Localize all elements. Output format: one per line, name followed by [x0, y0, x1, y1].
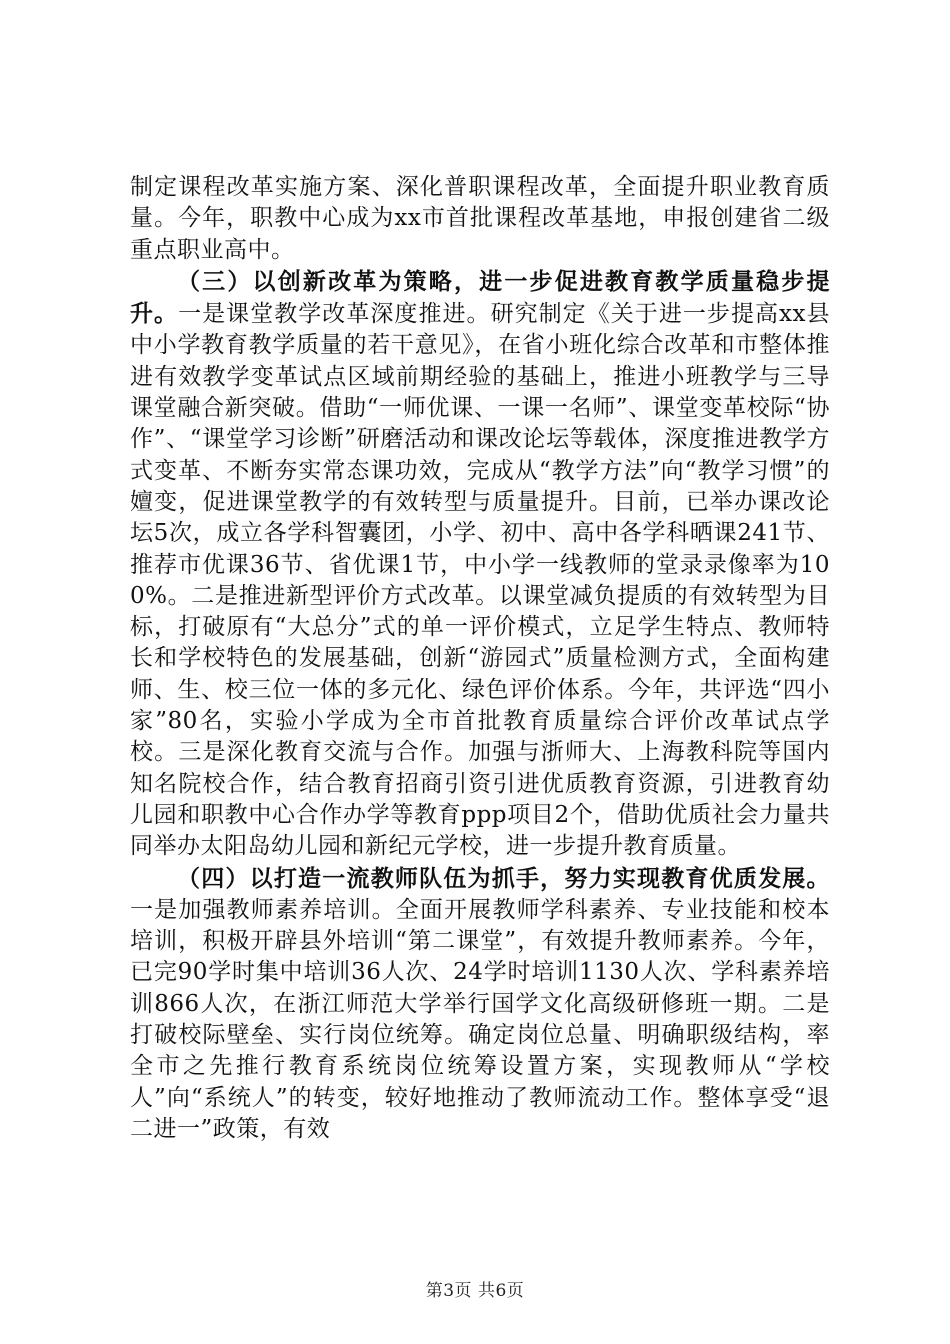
- page-total: 共6页: [477, 1281, 525, 1301]
- section-three-paragraph: [130, 266, 830, 863]
- section-three-heading: （三）以创新改革为策略，进一步促进教育教学质量稳步提升。: [130, 267, 830, 328]
- paragraph-continuation: [130, 172, 830, 266]
- page-footer: [0, 1276, 950, 1301]
- paragraph-text: 制定课程改革实施方案、深化普职课程改革，全面提升职业教育质量。今年，职教中心成为xx市首批课程改革基地，申报创建省二级重点职业高中。: [130, 174, 830, 263]
- section-four-heading: （四）以打造一流教师队伍为抓手，努力实现教育优质发展。: [177, 864, 830, 892]
- document-body: [130, 172, 830, 1145]
- section-three-body: 一是课堂教学改革深度推进。研究制定《关于进一步提高xx县中小学教育教学质量的若干意见》，在省小班化综合改革和市整体推进有效教学变革试点区域前期经验的基础上，推进小班教学与三导课堂融合新突破。借助“一师优课、一课一名师”、课堂变革校际“协作”、“课堂学习诊断”研磨活动和课改论坛等载体，深度推进教学方式变革、不断夯实常态课功效，完成从“教学方法”向“教学习惯”的嬗变，促进课堂教学的有效转型与质量提升。目前，已举办课改论坛5次，成立各学科智囊团，小学、初中、高中各学科晒课241节、推荐市优课36节、省优课1节，中小学一线教师的堂录录像率为100%。二是推进新型评价方式改革。以课堂减负提质的有效转型为目标，打破原有“大总分”式的单一评价模式，立足学生特点、教师特长和学校特色的发展基础，创新“游园式”质量检测方式，全面构建师、生、校三位一体的多元化、绿色评价体系。今年，共评选“四小家”80名，实验小学成为全市首批教育质量综合评价改革试点学校。三是深化教育交流与合作。加强与浙师大、上海教科院等国内知名院校合作，结合教育招商引资引进优质教育资源，引进教育幼儿园和职教中心合作办学等教育ppp项目2个，借助优质社会力量共同举办太阳岛幼儿园和新纪元学校，进一步提升教育质量。: [130, 301, 830, 860]
- page-number: 第3页: [425, 1281, 473, 1301]
- section-four-paragraph: [130, 863, 830, 1146]
- section-four-body: 一是加强教师素养培训。全面开展教师学科素养、专业技能和校本培训，积极开辟县外培训“第二课堂”，有效提升教师素养。今年，已完90学时集中培训36人次、24学时培训1130人次、学科素养培训866人次，在浙江师范大学举行国学文化高级研修班一期。二是打破校际壁垒、实行岗位统筹。确定岗位总量、明确职级结构，率全市之先推行教育系统岗位统筹设置方案，实现教师从“学校人”向“系统人”的转变，较好地推动了教师流动工作。整体享受“退二进一”政策，有效: [130, 896, 830, 1142]
